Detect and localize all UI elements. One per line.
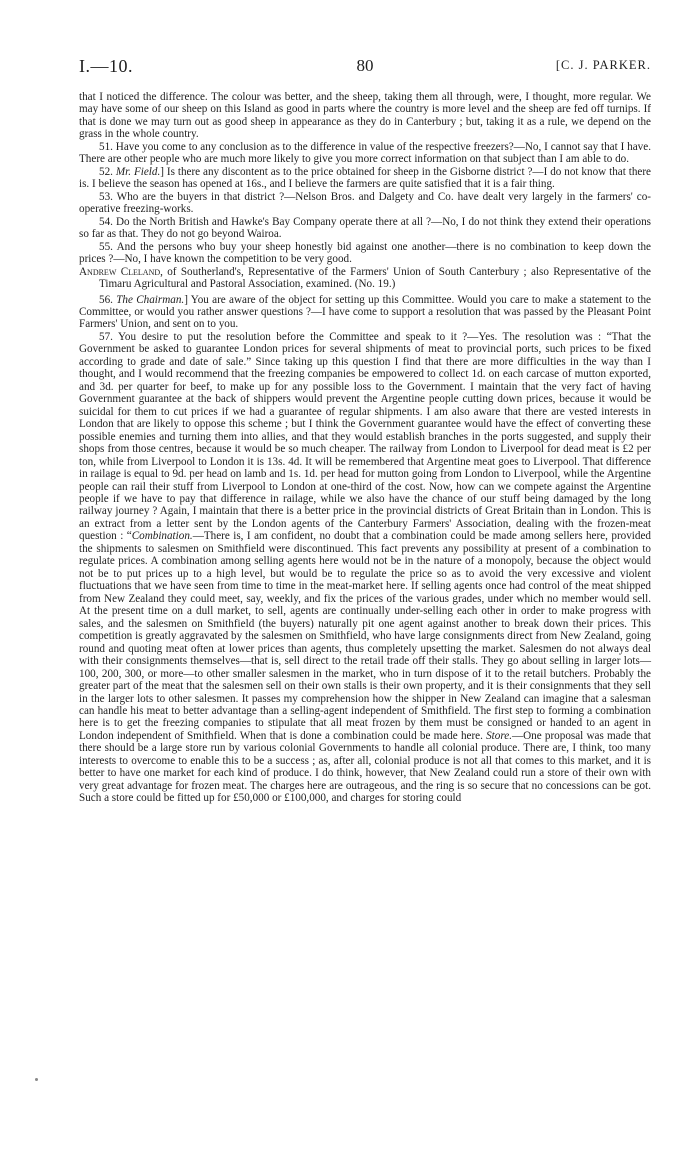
question-number: 56.	[99, 293, 117, 306]
page-number: 80	[356, 56, 374, 75]
answer-text-part-1: 57. You desire to put the resolution before the Committee and speak to it ?—Yes. The resolution was : “That the Government be asked to guarantee London prices for several shipments of meat to provincial ports, such prices to be fixed according to grade and date of sale.” Since taking up this question I find that there are more difficulties in the way than I thought, and I would recommend that the freezing companies be empowered to collect 1d. on each carcase of mutton exported, and 3d. per quarter for beef, to make up for any possible loss to the Government. I maintain that the very fact of having Government guarantee at the back of shippers would prevent the Argentine people cutting down prices, because it would be suicidal for them to cut prices if we had a guarantee of regular shipments. I am also aware that there are vested interests in London that are likely to oppose this scheme ; but I think the Government guarantee would have the effect of converting these possible enemies and turning them into allies, and that they would establish branches in the ports suggested, and supply their shops from those centres, because it would be so much cheaper. The railway from London to Liverpool for dead meat is £2 per ton, while from Liverpool to London it is 13s. 4d. It will be remembered that Argentine meat goes to Liverpool. That difference in railage is equal to 9d. per head on lamb and 1s. 1d. per head for mutton going from London to Liverpool, while the Argentine people can rail their stuff from Liverpool to London at one-third of the cost. Now, how can we compete against the Argentine people if we have to pay that difference in railage, while we also have the chance of our stuff being damaged by the long railway journey ? Again, I maintain that there is a better price in the provincial districts of Great Britain than in London. This is an extract from a letter sent by the London agents of the Canterbury Farmers' Association, dealing with the frozen-meat question : “	[79, 330, 651, 543]
question-text: ] Is there any discontent as to the price obtained for sheep in the Gisborne district ?—I do not know that there is. I believe the season has opened at 16s., and I believe the farmers are quite satisfied that it is a fair thing.	[79, 165, 651, 191]
question-51: 51. Have you come to any conclusion as to the difference in value of the respective freezers?—No, I cannot say that I have. There are other people who are much more likely to give you more correct information on that subject than I am able to do.	[79, 140, 651, 166]
paper-reference: I.—10.	[79, 56, 133, 76]
witness-running-head: [C. J. PARKER.	[555, 58, 651, 72]
scan-speck	[35, 1078, 38, 1081]
witness-heading	[79, 266, 651, 291]
answer-text-part-3: —One proposal was made that there should be a large store run by various colonial Governments to handle all colonial produce. There are, I think, too many interests to overcome to enable this to be a success ; as, after all, colonial produce is not all that comes to this market, and it is better to have one market for each kind of produce. I do think, however, that New Zealand could run a store of their own with very great advantage for frozen meat. The charges here are outrageous, and the ring is so secure that no concessions can be got. Such a store could be fitted up for £50,000 or £100,000, and charges for storing could	[79, 729, 652, 805]
question-55: 55. And the persons who buy your sheep honestly bid against one another—there is no combination to keep down the prices ?—No, I have known the competition to be very good.	[79, 240, 651, 266]
question-54: 54. Do the North British and Hawke's Bay Company operate there at all ?—No, I do not think they extend their operations so far as that. They do not go beyond Wairoa.	[79, 215, 651, 241]
continuation-paragraph: that I noticed the difference. The colour was better, and the sheep, taking them all through, were, I thought, more regular. We may have some of our sheep on this Island as good in parts where the country is more level and the sheep are fed off turnips. If that is done we may turn out as good sheep in appearance as they do in Canterbury ; but, taking it as a rule, we depend on the grass in the whole country.	[79, 91, 651, 141]
witness-description: , of Southerland's, Representative of the Farmers' Union of South Canterbury ; also Representative of the Timaru Agricultural and Pastoral Association, examined. (No. 19.)	[99, 265, 651, 291]
speaker-name: The Chairman.	[116, 293, 185, 306]
question-number: 52.	[99, 165, 116, 178]
question-56	[79, 294, 651, 331]
question-53: 53. Who are the buyers in that district ?—Nelson Bros. and Dalgety and Co. have dealt very largely in the farmers' co-operative freezing-works.	[79, 190, 651, 216]
combination-heading: Combination.	[131, 530, 193, 543]
page-header	[79, 56, 651, 80]
answer-text-part-2: —There is, I am confident, no doubt that a combination could be made among sellers here, provided the shipments to salesmen on Smithfield were discontinued. This fact prevents any possibility at present of a combination to regulate prices. A combination among selling agents here would not be in the nature of a monopoly, because the object would not be to put prices up to a high level, but would be to regulate the price so as to avoid the very excessive and violent fluctuations that we have seen from time to time in the meat-market here. If selling agents once had control of the meat shipped from New Zealand they could meet, say, weekly, and fix the prices of the various grades, under which no member would sell. At the present time on a dull market, to sell, agents are continually under-selling each other in order to make progress with sales, and the salesmen on Smithfield (the buyers) naturally pit one agent against another to break down their prices. This competition is greatly aggravated by the salesmen on Smithfield, who have large consignments direct from New Zealand, going round and quoting meat often at lower prices than agents, thus completely upsetting the market. Salesmen do not always deal with their consignments themselves—that is, sell direct to the retail trade off their stalls. They go about selling in larger lots—100, 200, 300, or more—to other smaller salesmen in the market, who in turn dispose of it to the retail butchers. Probably the greater part of the meat that the salesmen sell on their own stalls is their own property, and it is their consignments that they sell in the larger lots to other salesmen. It passes my comprehension how the shipper in New Zealand can imagine that a salesman can handle his meat to better advantage than a selling-agent independent of Smithfield. The first step to forming a combination here is to get the freezing companies to stipulate that all meat frozen by them must be consigned or handed to an agent in London independent of Smithfield. When that is done a combination could be made here.	[79, 530, 651, 742]
question-text: ] You are aware of the object for setting up this Committee. Would you care to make a statement to the Committee, or would you rather answer questions ?—I have come to support a resolution that was passed by the Pleasant Point Farmers' Union, and sent on to you.	[79, 293, 651, 331]
question-52	[79, 166, 651, 191]
page-body	[79, 91, 651, 805]
speaker-name: Mr. Field.	[115, 165, 161, 178]
store-heading: Store.	[486, 729, 512, 742]
question-57	[79, 331, 651, 805]
witness-name: Andrew Cleland	[79, 265, 161, 278]
